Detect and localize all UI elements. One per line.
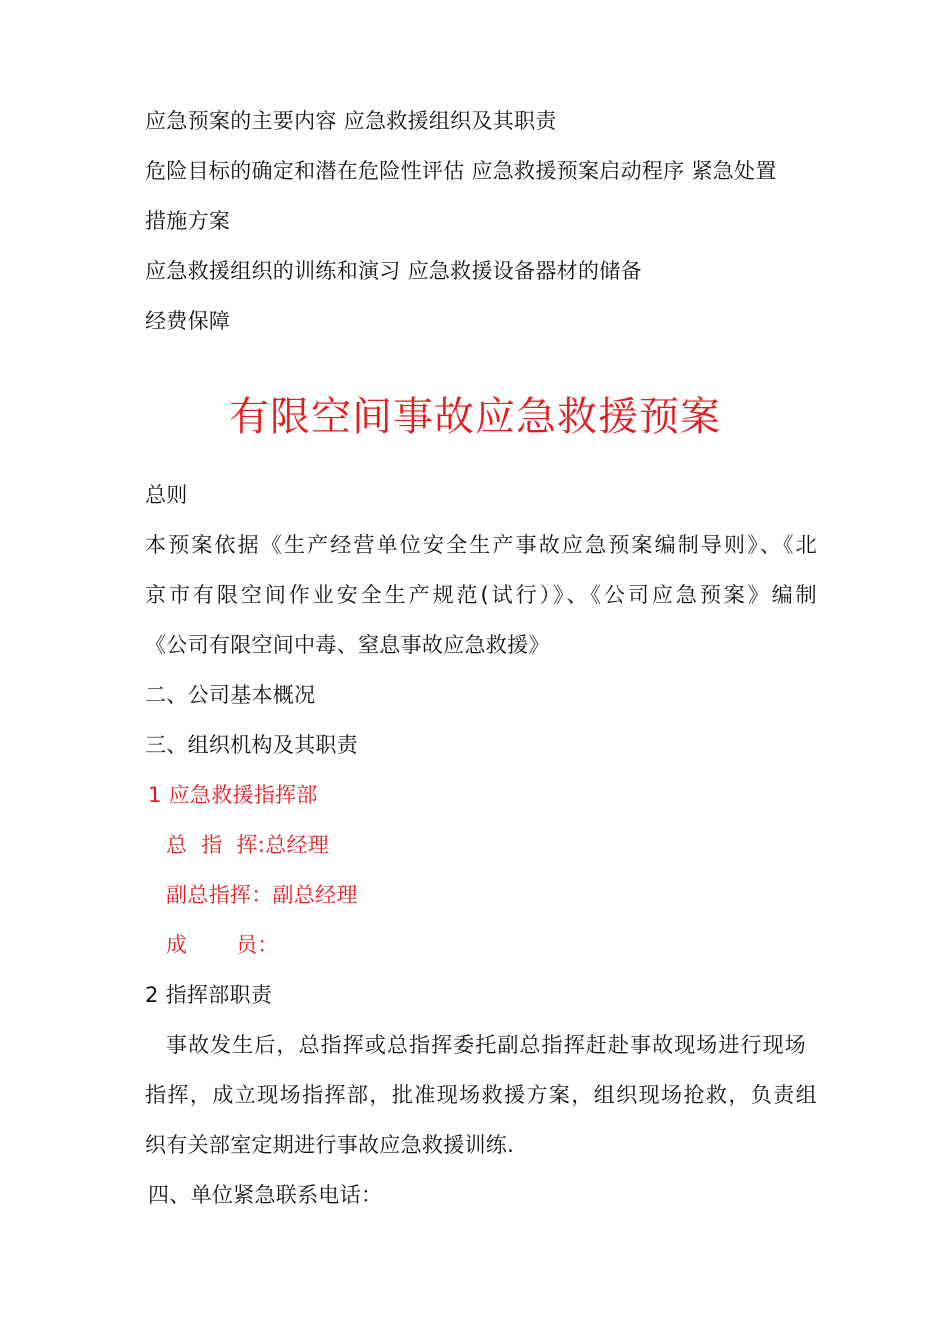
basis-line-1: 本预案依据《生产经营单位安全生产事故应急预案编制导则》、《北 [145, 533, 817, 557]
section-2-heading: 二、公司基本概况 [145, 683, 316, 707]
duty-heading: 2 指挥部职责 [145, 983, 273, 1007]
toc-line-2: 危险目标的确定和潜在危险性评估 应急救援预案启动程序 紧急处置 [145, 159, 777, 183]
section-general-heading: 总则 [145, 483, 188, 507]
document-title: 有限空间事故应急救援预案 [229, 394, 721, 440]
duty-text-line-2: 指挥，成立现场指挥部，批准现场救援方案，组织现场抢救，负责组 [145, 1083, 817, 1107]
toc-line-5: 经费保障 [145, 309, 231, 333]
toc-line-1: 应急预案的主要内容 应急救援组织及其职责 [145, 109, 557, 133]
hq-heading: 1 应急救援指挥部 [148, 783, 318, 807]
basis-line-2: 京市有限空间作业安全生产规范(试行）》、《公司应急预案》编制 [145, 583, 817, 607]
section-4-heading: 四、单位紧急联系电话： [148, 1183, 383, 1207]
toc-line-4: 应急救援组织的训练和演习 应急救援设备器材的储备 [145, 259, 642, 283]
duty-text-line-1: 事故发生后，总指挥或总指挥委托副总指挥赶赴事故现场进行现场 [166, 1033, 806, 1057]
hq-members: 成 员： [166, 933, 279, 957]
duty-text-line-3: 织有关部室定期进行事故应急救援训练. [145, 1133, 515, 1157]
section-3-heading: 三、组织机构及其职责 [145, 733, 358, 757]
hq-commander: 总 指 挥:总经理 [166, 833, 330, 857]
hq-deputy: 副总指挥：副总经理 [166, 883, 358, 907]
toc-line-3: 措施方案 [145, 209, 231, 233]
basis-line-3: 《公司有限空间中毒、窒息事故应急救援》 [145, 633, 550, 657]
